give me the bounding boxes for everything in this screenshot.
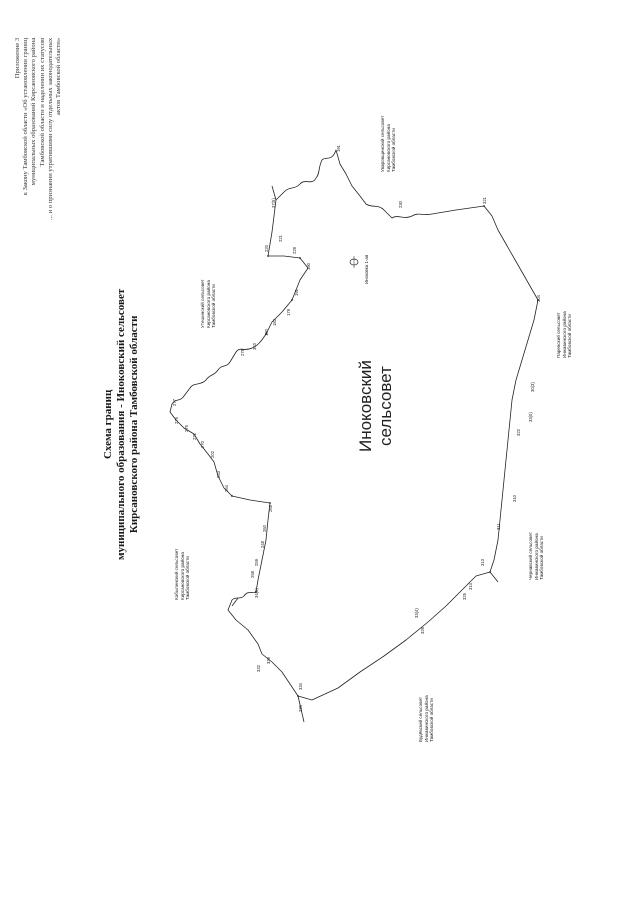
vertex-number: 275 [184,425,189,432]
vertex-number: 180 [264,329,269,336]
appendix-note [14,38,63,220]
neighbor-line: Кирсановского района [385,124,391,172]
vertex-number: 264 [224,485,229,492]
vertex-number: 259 [254,559,259,566]
vertex-number: 263 [216,471,221,478]
vertex-number: 33(0) [528,412,533,422]
vertex-number: 265 [268,505,273,512]
vertex-dot [299,257,301,259]
title-line: Схема границ [102,389,114,460]
appendix-line: Приложение 3 [14,37,21,79]
boundary-spur-right [490,572,498,582]
neighbor-line: Тамбовской области [211,284,217,328]
settlement-label [364,255,369,284]
neighbor-line: Тамбовской области [391,128,397,172]
vertex-number: 183 [272,319,277,326]
map-title [102,289,141,560]
vertex-dot [489,571,491,573]
vertex-dot [291,299,293,301]
neighbor-line: Уваровщинский сельсовет [380,115,385,172]
neighbor-label-chernavsky [528,532,545,580]
vertex-number: 179 [286,309,291,316]
neighbor-line: Кирсановского района [179,552,185,600]
vertex-number: 339 [266,657,271,664]
vertex-number: 248 [260,541,265,548]
vertex-number: 304 [536,295,541,302]
vertex-dot [267,255,269,257]
vertex-number: 221 [278,235,283,242]
neighbor-line: Паревский сельсовет [556,312,561,358]
vertex-number: 276 [174,417,179,424]
appendix-line: актов Тамбовской области» [55,37,63,116]
appendix-line: муниципальных образований Кирсановского района [30,37,38,186]
vertex-number: 271 [192,433,197,440]
title-line: муниципального образования - Иноковский сельсовет [115,288,127,560]
neighbor-line: Инжавинского района [533,533,539,580]
vertex-number: 321 [482,197,487,204]
settlement-label-text: Иноковка 1-ая [364,254,369,284]
vertex-number: 260 [262,525,267,532]
boundary-line [170,150,538,700]
vertex-number: 311 [496,523,501,530]
vertex-number: 326 [420,627,425,634]
neighbor-line: Чернавский сельсовет [528,532,533,580]
vertex-number: 191 [336,145,341,152]
vertex-number: 278 [240,349,245,356]
neighbor-line: Инжавинского района [561,311,567,358]
vertex-number: 325 [462,593,467,600]
vertex-number: 202 [210,451,215,458]
title-line: Кирсановского района Тамбовской области [128,315,140,534]
selsovet-label [356,360,396,452]
neighbor-line: Тамбовской области [539,536,545,580]
vertex-number: 277 [172,399,177,406]
vertex-number: 190 [306,263,311,270]
vertex-dot [231,495,233,497]
neighbor-line: Тамбовской области [185,556,191,600]
appendix-line: Тамбовской области и наделении их статусом [38,37,46,167]
vertex-dot [297,695,299,697]
boundary-spur-top [272,186,276,200]
vertex-number: 336 [298,705,303,712]
selsovet-label-line: Иноковский [356,360,375,452]
vertex-number: 310 [512,495,517,502]
neighbor-line: Будёвский сельсовет [418,697,423,742]
neighbor-label-budevsky [418,695,435,742]
vertex-number: 314 [468,583,473,590]
vertex-number: 34(6) [254,588,259,598]
vertex-number: 270 [200,441,205,448]
neighbor-line: Тамбовской области [567,314,573,358]
vertex-number: 191 [294,289,299,296]
vertex-dot [483,205,485,207]
neighbor-line: Кирсановского района [205,280,211,328]
vertex-number: 30(3) [530,382,535,392]
vertex-dot [269,502,271,504]
vertex-number: 229 [292,247,297,254]
neighbor-label-kobylinsky [174,549,191,600]
vertex-number: 340 [252,343,257,350]
vertex-number: 322 [516,429,521,436]
vertex-number: 37(5) [271,198,276,208]
vertex-number: 313 [480,559,485,566]
neighbor-line: Инжавинского района [423,695,429,742]
neighbor-line: Кобылинский сельсовет [174,548,179,600]
neighbor-label-uvarovsky [380,116,397,172]
neighbor-line: Утешинский сельсовет [200,279,205,328]
vertex-number: 258 [250,571,255,578]
neighbor-label-uteshinsky [200,279,217,328]
vertex-number: 230 [398,201,403,208]
vertex-number: 33(4) [414,608,419,618]
neighbor-line: Тамбовской области [429,698,435,742]
appendix-line: к Закону Тамбовской области «Об установлении границ [22,37,30,196]
vertex-number: 220 [264,245,269,252]
appendix-line: ... и о признании утратившими силу отдельных законодательных [46,37,54,220]
vertex-number: 332 [256,665,261,672]
vertex-number: 334 [298,683,303,690]
neighbor-label-parevsky [556,311,573,358]
selsovet-label-line: сельсовет [376,366,395,446]
